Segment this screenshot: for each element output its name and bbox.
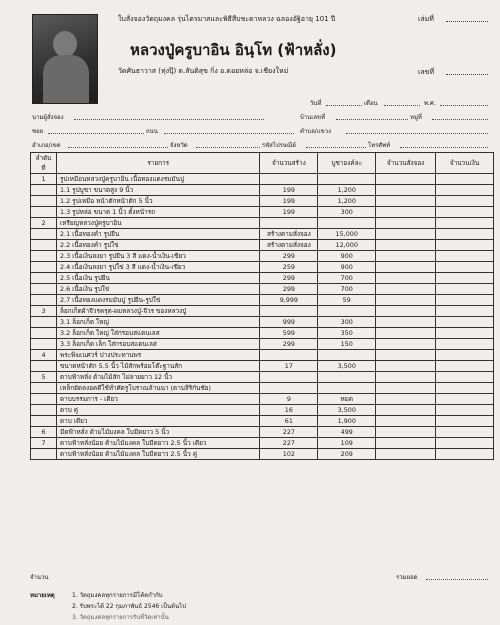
table-row — [31, 317, 494, 328]
item-name: 3.2 ล็อกเก็ต ใหญ่ ใส่กรอบสแตนเลส — [56, 328, 259, 339]
phone-field[interactable] — [400, 147, 488, 148]
amount-cell[interactable] — [436, 405, 494, 416]
order-quantity-cell[interactable] — [376, 383, 436, 394]
portrait-photo — [32, 14, 98, 104]
note-1: 1. วัตถุมงคลทุกรายการมีโค้ดกำกับ — [72, 592, 163, 599]
amount-cell[interactable] — [436, 361, 494, 372]
section-row — [31, 438, 494, 449]
unit-price: 700 — [318, 284, 376, 295]
row-number: 4 — [31, 350, 57, 361]
serial-number-field[interactable] — [446, 67, 488, 75]
item-name: ดาบ คู่ — [56, 405, 259, 416]
table-row — [31, 339, 494, 350]
unit-price: 109 — [318, 438, 376, 449]
table-row — [31, 449, 494, 460]
amount-cell[interactable] — [436, 174, 494, 185]
month-field[interactable] — [384, 105, 420, 106]
amount-cell[interactable] — [436, 284, 494, 295]
quantity-made: 9,999 — [260, 295, 318, 306]
quantity-made: สร้างตามสั่งจอง — [260, 229, 318, 240]
quantity-made: 9 — [260, 394, 318, 405]
table-row — [31, 240, 494, 251]
order-quantity-cell[interactable] — [376, 339, 436, 350]
order-quantity-cell[interactable] — [376, 262, 436, 273]
order-quantity-cell[interactable] — [376, 317, 436, 328]
row-number: 2 — [31, 218, 57, 229]
table-row — [31, 196, 494, 207]
row-number — [31, 405, 57, 416]
amount-cell[interactable] — [436, 196, 494, 207]
order-table — [30, 152, 494, 460]
col-order-header: จำนวนสั่งจอง — [376, 153, 436, 174]
col-qty-header: จำนวนสร้าง — [260, 153, 318, 174]
item-name: ดาบฟ้าหลั่ง ด้ามไม้สัก ไม่ลายยาว 12 นิ้ว — [56, 372, 259, 383]
amount-cell[interactable] — [436, 394, 494, 405]
item-name: 1.1 รูปบูชา ขนาดสูง 9 นิ้ว — [56, 185, 259, 196]
order-quantity-cell[interactable] — [376, 196, 436, 207]
tambon-field[interactable] — [346, 133, 488, 134]
table-row — [31, 185, 494, 196]
section-row — [31, 427, 494, 438]
order-quantity-cell[interactable] — [376, 372, 436, 383]
table-row — [31, 383, 494, 394]
item-name: 1.3 รูปหล่อ ขนาด 1 นิ้ว ตั้งหน้ารถ — [56, 207, 259, 218]
table-row — [31, 229, 494, 240]
order-quantity-cell[interactable] — [376, 185, 436, 196]
row-number: 1 — [31, 174, 57, 185]
table-row — [31, 207, 494, 218]
unit-price: 350 — [318, 328, 376, 339]
order-quantity-cell[interactable] — [376, 284, 436, 295]
quantity-made: 999 — [260, 317, 318, 328]
unit-price: 1,200 — [318, 196, 376, 207]
table-row — [31, 284, 494, 295]
item-name: 2.7 เนื้อทองแดงรมมันปู รูปยืน-รูปใข่ — [56, 295, 259, 306]
item-name: 2.6 เนื้อเงิน รูปใข่ — [56, 284, 259, 295]
row-number — [31, 361, 57, 372]
table-row — [31, 262, 494, 273]
row-number — [31, 262, 57, 273]
col-item-header: รายการ — [56, 153, 259, 174]
item-name: 2.2 เนื้อทองคำ รูปใข่ — [56, 240, 259, 251]
amount-cell[interactable] — [436, 218, 494, 229]
unit-price: หมด — [318, 394, 376, 405]
quantity-made: 599 — [260, 328, 318, 339]
item-name: เหล็กยัดลงอคดีใช้ทำศัตรูโบราณล้านนา (ตาบสิริกันชัย) — [56, 383, 259, 394]
quantity-made — [260, 350, 318, 361]
amount-cell[interactable] — [436, 339, 494, 350]
row-number: 5 — [31, 372, 57, 383]
row-number — [31, 383, 57, 394]
amount-cell[interactable] — [436, 295, 494, 306]
tambon-label: ตำบล/แขวง — [300, 128, 332, 135]
amount-cell[interactable] — [436, 273, 494, 284]
col-price-header: บูชาองค์ละ — [318, 153, 376, 174]
moo-label: หมู่ที่ — [410, 114, 422, 121]
house-no-field[interactable] — [336, 119, 408, 120]
quantity-made: 17 — [260, 361, 318, 372]
total-field[interactable] — [426, 579, 488, 580]
item-name: เหรียญหลวงปู่ครูบาอิน — [56, 218, 259, 229]
amount-cell[interactable] — [436, 438, 494, 449]
unit-price: 3,500 — [318, 405, 376, 416]
unit-price: 700 — [318, 273, 376, 284]
quantity-made: 259 — [260, 262, 318, 273]
amount-cell[interactable] — [436, 306, 494, 317]
order-quantity-cell[interactable] — [376, 394, 436, 405]
item-name: 3.1 ล็อกเก็ต ใหญ่ — [56, 317, 259, 328]
row-number — [31, 273, 57, 284]
quantity-made: 199 — [260, 185, 318, 196]
order-quantity-cell[interactable] — [376, 350, 436, 361]
order-quantity-cell[interactable] — [376, 405, 436, 416]
amount-cell[interactable] — [436, 449, 494, 460]
item-name: 1.2 รูปเหมือ หน้าตักหน้าตัก 5 นิ้ว — [56, 196, 259, 207]
unit-price: 209 — [318, 449, 376, 460]
table-row — [31, 295, 494, 306]
month-label: เดือน — [364, 100, 378, 107]
quantity-made — [260, 306, 318, 317]
order-quantity-cell[interactable] — [376, 416, 436, 427]
quantity-made: 199 — [260, 207, 318, 218]
amphoe-field[interactable] — [68, 147, 168, 148]
date-field[interactable] — [326, 105, 362, 106]
orderer-label: นามผู้สั่งจอง — [32, 114, 64, 121]
order-quantity-cell[interactable] — [376, 449, 436, 460]
row-number — [31, 240, 57, 251]
amount-cell[interactable] — [436, 262, 494, 273]
amphoe-label: อำเภอ/เขต — [32, 142, 61, 149]
section-row — [31, 174, 494, 185]
quantity-made: 61 — [260, 416, 318, 427]
quantity-made: 299 — [260, 251, 318, 262]
table-row — [31, 361, 494, 372]
quantity-made: 199 — [260, 196, 318, 207]
postcode-label: รหัสไปรษณีย์ — [262, 142, 296, 149]
postcode-field[interactable] — [306, 147, 366, 148]
amount-cell[interactable] — [436, 185, 494, 196]
table-row — [31, 416, 494, 427]
unit-price: 150 — [318, 339, 376, 350]
row-number — [31, 339, 57, 350]
row-number — [31, 416, 57, 427]
unit-price: 12,000 — [318, 240, 376, 251]
soi-label: ซอย — [32, 128, 44, 135]
row-number — [31, 207, 57, 218]
row-number — [31, 328, 57, 339]
amount-cell[interactable] — [436, 229, 494, 240]
section-row — [31, 218, 494, 229]
row-number — [31, 295, 57, 306]
row-number — [31, 229, 57, 240]
house-no-label: บ้านเลขที่ — [300, 114, 326, 121]
unit-price — [318, 350, 376, 361]
unit-price — [318, 174, 376, 185]
date-label: วันที่ — [310, 100, 322, 107]
order-quantity-cell[interactable] — [376, 240, 436, 251]
item-name: ล็อกเก็ตผ้าจีวรครุต-ผมหลวงปู่-จีวร ของหลวงปู่ — [56, 306, 259, 317]
order-quantity-cell[interactable] — [376, 218, 436, 229]
amount-label: จำนวน — [30, 574, 49, 581]
table-row — [31, 328, 494, 339]
page-title: หลวงปู่ครูบาอิน อินฺโท (ฟ้าหลั่ง) — [130, 41, 337, 59]
order-quantity-cell[interactable] — [376, 361, 436, 372]
row-number — [31, 284, 57, 295]
row-number — [31, 317, 57, 328]
unit-price: 499 — [318, 427, 376, 438]
order-quantity-cell[interactable] — [376, 229, 436, 240]
item-name: 2.4 เนื้อเงินลงยา รูปใข่ 3 สี แดง-น้ำเงิน-เขียว — [56, 262, 259, 273]
road-field[interactable] — [164, 133, 294, 134]
header-line: ใบสั่งจองวัตถุมงคล รุ่นไตรมาสและพิธีสืบชะตาหลวง ฉลองอัฐิอายุ 101 ปี — [118, 15, 336, 23]
item-name: 3.3 ล็อกเก็ต เล็ก ใส่กรอบสแตนเลส — [56, 339, 259, 350]
quantity-made: 102 — [260, 449, 318, 460]
note-3: 3. วัตถุมงคลทุกรายการรับที่วัดเท่านั้น — [72, 614, 169, 621]
unit-price: 300 — [318, 317, 376, 328]
note-label: หมายเหตุ — [30, 592, 55, 599]
unit-price: 1,900 — [318, 416, 376, 427]
table-header-row — [31, 153, 494, 174]
amount-cell[interactable] — [436, 207, 494, 218]
quantity-made: 16 — [260, 405, 318, 416]
orderer-field[interactable] — [74, 119, 264, 120]
road-label: ถนน — [146, 128, 158, 135]
unit-price: 15,000 — [318, 229, 376, 240]
unit-price — [318, 306, 376, 317]
item-name: ดาบฟ้าหลั่งน้อย ด้ามไม้มงคล ใบมีดยาว 2.5 นิ้ว เดียว — [56, 438, 259, 449]
item-name: 2.1 เนื้อทองคำ รูปยืน — [56, 229, 259, 240]
item-name: 2.3 เนื้อเงินลงยา รูปยืน 3 สี แดง-น้ำเงิน-เขียว — [56, 251, 259, 262]
row-number — [31, 394, 57, 405]
amount-cell[interactable] — [436, 317, 494, 328]
unit-price: 59 — [318, 295, 376, 306]
order-quantity-cell[interactable] — [376, 328, 436, 339]
order-quantity-cell[interactable] — [376, 295, 436, 306]
quantity-made: 227 — [260, 427, 318, 438]
order-quantity-cell[interactable] — [376, 427, 436, 438]
section-row — [31, 306, 494, 317]
moo-field[interactable] — [432, 119, 488, 120]
item-name: ดาบ เดียว — [56, 416, 259, 427]
item-name: ดาบบรรมการ - เดียว — [56, 394, 259, 405]
unit-price: 900 — [318, 262, 376, 273]
book-number-label: เล่มที่ — [418, 15, 434, 23]
quantity-made: 299 — [260, 273, 318, 284]
order-quantity-cell[interactable] — [376, 207, 436, 218]
quantity-made — [260, 218, 318, 229]
unit-price — [318, 218, 376, 229]
amount-cell[interactable] — [436, 350, 494, 361]
item-name: ดาบฟ้าหลั่งน้อย ด้ามไม้มงคล ใบมีดยาว 2.5 นิ้ว คู่ — [56, 449, 259, 460]
total-label: รวมยอด — [396, 574, 418, 581]
quantity-made — [260, 174, 318, 185]
phone-label: โทรศัพท์ — [368, 142, 391, 149]
row-number: 6 — [31, 427, 57, 438]
unit-price — [318, 383, 376, 394]
unit-price: 3,500 — [318, 361, 376, 372]
quantity-made — [260, 383, 318, 394]
section-row — [31, 350, 494, 361]
amount-cell[interactable] — [436, 427, 494, 438]
amount-cell[interactable] — [436, 383, 494, 394]
row-number — [31, 185, 57, 196]
province-label: จังหวัด — [170, 142, 188, 149]
amount-cell[interactable] — [436, 372, 494, 383]
serial-number-label: เลขที่ — [418, 68, 435, 76]
order-quantity-cell[interactable] — [376, 251, 436, 262]
unit-price: 900 — [318, 251, 376, 262]
unit-price: 300 — [318, 207, 376, 218]
quantity-made: 227 — [260, 438, 318, 449]
quantity-made: 299 — [260, 339, 318, 350]
item-name: มีดฟ้าหลั่ง ด้ามไม้มงคล ใบมีดยาว 5 นิ้ว — [56, 427, 259, 438]
book-number-field[interactable] — [446, 14, 488, 22]
order-quantity-cell[interactable] — [376, 273, 436, 284]
col-no-header: ลำดับที่ — [31, 153, 57, 174]
year-field[interactable] — [440, 105, 488, 106]
item-name: ขนาดหน้าตัก 5.5 นิ้ว ไม้สักพร้อมโต๊ะฐานสัก — [56, 361, 259, 372]
item-name: รูปเหมือนหลวงปู่ครูบาอิน เนื้อทองแดงรมมันปู — [56, 174, 259, 185]
row-number — [31, 196, 57, 207]
amount-cell[interactable] — [436, 328, 494, 339]
item-name: 2.5 เนื้อเงิน รูปยืน — [56, 273, 259, 284]
order-quantity-cell[interactable] — [376, 438, 436, 449]
province-field[interactable] — [196, 147, 260, 148]
col-amount-header: จำนวนเงิน — [436, 153, 494, 174]
year-label: พ.ศ. — [424, 100, 436, 107]
soi-field[interactable] — [48, 133, 144, 134]
quantity-made: สร้างตามสั่งจอง — [260, 240, 318, 251]
note-2: 2. รับพระได้ 22 กุมภาพันธ์ 2546 เป็นต้นไป — [72, 603, 186, 610]
table-row — [31, 251, 494, 262]
amount-cell[interactable] — [436, 251, 494, 262]
row-number — [31, 449, 57, 460]
unit-price: 1,200 — [318, 185, 376, 196]
quantity-made: 299 — [260, 284, 318, 295]
quantity-made — [260, 372, 318, 383]
order-quantity-cell[interactable] — [376, 174, 436, 185]
row-number: 3 — [31, 306, 57, 317]
section-row — [31, 372, 494, 383]
row-number: 7 — [31, 438, 57, 449]
temple-address: วัดศันธาวาส (ทุ่งปุ๊) ต.สันติสุข กิ่ง อ.ดอยหล่อ จ.เชียงใหม่ — [118, 67, 289, 75]
item-name: พระพิฆเนศวร์ ปางประทานพร — [56, 350, 259, 361]
table-row — [31, 394, 494, 405]
unit-price — [318, 372, 376, 383]
table-row — [31, 273, 494, 284]
order-quantity-cell[interactable] — [376, 306, 436, 317]
row-number — [31, 251, 57, 262]
table-row — [31, 405, 494, 416]
amount-cell[interactable] — [436, 240, 494, 251]
amount-cell[interactable] — [436, 416, 494, 427]
